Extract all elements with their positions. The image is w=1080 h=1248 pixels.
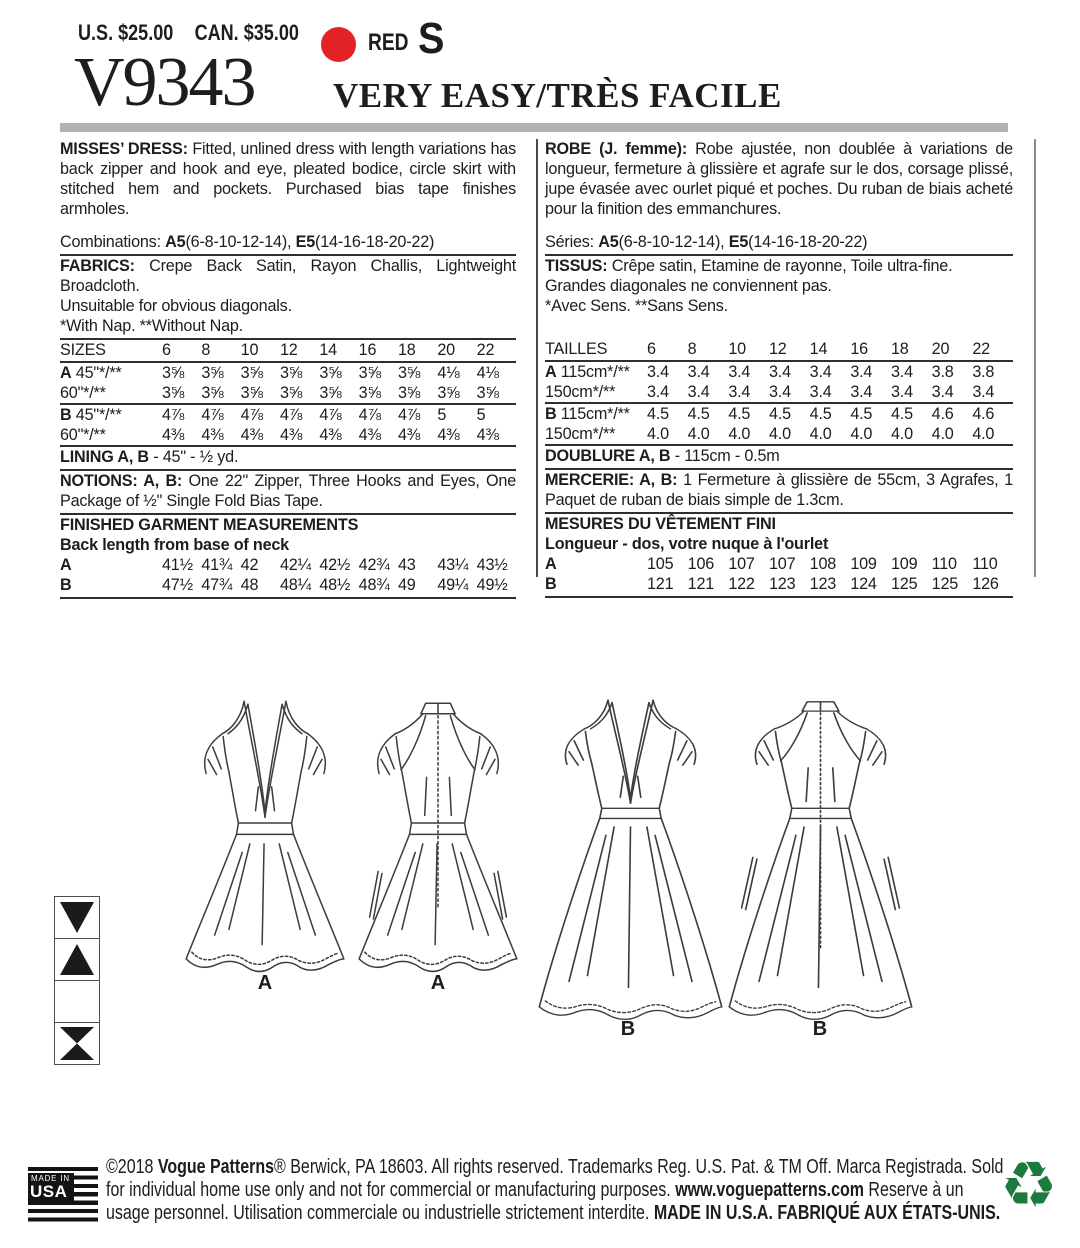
table-cell: 3⅝: [358, 364, 381, 382]
notions-label: NOTIONS: A, B:: [60, 472, 183, 490]
table-cell: 3⅝: [319, 364, 342, 382]
column-divider: [536, 139, 538, 577]
tailles-table-header: [545, 339, 1013, 362]
website-url: www.voguepatterns.com: [675, 1179, 864, 1201]
view-label-a-front: A: [257, 972, 273, 994]
table-cell: 6: [647, 340, 656, 358]
table-cell: 4⅞: [201, 406, 224, 424]
table-cell: 42¼: [279, 556, 311, 574]
pattern-number: V9343: [74, 44, 255, 121]
combinations-line: [60, 232, 516, 256]
line2-pre: for individual home use only and not for commercial or manufacturing purposes.: [106, 1179, 676, 1201]
lining-line: [60, 447, 516, 471]
table-row: B 115cm*/** 4.5 4.5 4.5 4.5 4.5 4.5 4.5 4.6 4.6: [545, 404, 1013, 424]
table-cell: 41¾: [201, 556, 233, 574]
blank-mark: [54, 980, 100, 1023]
table-cell: 4.0: [809, 425, 832, 443]
grandes-note: Grandes diagonales ne conviennent pas.: [545, 277, 832, 295]
sens-note: *Avec Sens. **Sans Sens.: [545, 297, 728, 315]
table-cell: 20: [931, 340, 950, 358]
doublure-line: [545, 446, 1013, 470]
table-cell: 4⅞: [162, 406, 185, 424]
table-cell: 3⅝: [358, 384, 381, 402]
table-cell: 3⅝: [240, 364, 263, 382]
table-cell: 3.4: [809, 363, 832, 381]
table-row: A 41½ 41¾ 42 42¼ 42½ 42¾ 43 43¼ 43½: [60, 555, 516, 575]
brand-name: Vogue Patterns: [157, 1156, 275, 1178]
table-cell: 10: [240, 341, 259, 359]
table-cell: 22: [972, 340, 990, 358]
table-row: B 47½ 47¾ 48 48¼ 48½ 48¾ 49 49¼ 49½: [60, 575, 516, 595]
table-cell: 4.0: [972, 425, 995, 443]
table-cell: 4⅜: [162, 426, 185, 444]
table-row: 150cm*/** 3.4 3.4 3.4 3.4 3.4 3.4 3.4 3.4 3.4: [545, 382, 1013, 404]
table-cell: 4.0: [769, 425, 791, 443]
table-cell: 107: [728, 555, 755, 573]
tagline: VERY EASY/TRÈS FACILE: [333, 76, 782, 115]
combinations-e5: E5: [295, 233, 316, 251]
title-underline-bar: [60, 123, 1008, 132]
sizes-table-body: [60, 363, 516, 447]
finished-garment-block: [60, 515, 516, 599]
table-cell: 3.4: [687, 383, 710, 401]
table-row: B 121 121 122 123 123 124 125 125 126: [545, 574, 1013, 594]
table-cell: 106: [687, 555, 715, 573]
table-cell: 3⅝: [201, 364, 224, 382]
table-cell: 3⅝: [162, 384, 185, 402]
mercerie-text: 1 Fermeture à glissière de 55cm, 3 Agrafes, 1 Paquet de ruban de biais simple de 1.3cm.: [545, 471, 1013, 509]
table-cell: 4.5: [809, 405, 832, 423]
line1-pre: ©2018: [106, 1156, 158, 1178]
mesures-subtitle: Longueur - dos, votre nuque à l'ourlet: [545, 535, 829, 553]
table-cell: 49¼: [437, 576, 469, 594]
table-row: 60"*/** 3⅝ 3⅝ 3⅝ 3⅝ 3⅝ 3⅝ 3⅝ 3⅝ 3⅝: [60, 383, 516, 405]
mercerie-label: MERCERIE: A, B:: [545, 471, 678, 489]
table-cell: 4.6: [931, 405, 954, 423]
table-cell: 121: [687, 575, 715, 593]
table-cell: 4⅛: [476, 364, 499, 382]
table-cell: 3.4: [728, 383, 751, 401]
table-cell: 4.0: [931, 425, 954, 443]
series-e5-sizes: (14-16-18-20-22): [748, 233, 868, 251]
tissus-text: Crêpe satin, Etamine de rayonne, Toile ultra-fine.: [607, 257, 953, 275]
table-cell: 48¼: [279, 576, 311, 594]
table-cell: 41½: [162, 556, 193, 574]
table-cell: 14: [319, 341, 337, 359]
tissus-line: [545, 256, 1013, 276]
table-cell: 47¾: [201, 576, 233, 594]
hourglass-icon: [54, 1022, 100, 1065]
price-us: U.S. $25.00: [78, 20, 174, 45]
combinations-a5-sizes: (6-8-10-12-14),: [185, 233, 296, 251]
table-cell: 43: [397, 556, 416, 574]
fabrics-en-label: FABRICS:: [60, 257, 135, 275]
english-column: [60, 139, 516, 599]
series-a5-sizes: (6-8-10-12-14),: [618, 233, 729, 251]
table-cell: 3.8: [931, 363, 954, 381]
size-code: S: [418, 14, 445, 63]
table-cell: 42: [240, 556, 259, 574]
table-cell: 4⅞: [279, 406, 303, 424]
table-cell: 16: [358, 341, 377, 359]
table-cell: 3.4: [891, 383, 913, 401]
description-en: [60, 139, 516, 219]
series-e5: E5: [728, 233, 749, 251]
table-cell: 3⅝: [476, 384, 499, 402]
table-cell: 20: [437, 341, 455, 359]
table-cell: 4⅛: [437, 364, 460, 382]
series-line: [545, 232, 1013, 256]
combinations-e5-sizes: (14-16-18-20-22): [315, 233, 435, 251]
table-cell: 48¾: [358, 576, 390, 594]
table-row: A 45"*/** 3⅝ 3⅝ 3⅝ 3⅝ 3⅝ 3⅝ 3⅝ 4⅛ 4⅛: [60, 363, 516, 383]
table-cell: 18: [397, 341, 416, 359]
table-cell: 4.0: [647, 425, 669, 443]
table-cell: 3.4: [809, 383, 832, 401]
color-dot-icon: [321, 27, 356, 62]
table-cell: 4⅜: [319, 426, 342, 444]
nap-note: *With Nap. **Without Nap.: [60, 316, 516, 340]
table-cell: 4⅜: [397, 426, 421, 444]
fabrics-en: [60, 256, 516, 296]
table-cell: 42½: [319, 556, 351, 574]
fgm-rows: [60, 555, 516, 595]
table-cell: 3.4: [850, 383, 873, 401]
table-cell: 123: [769, 575, 796, 593]
recycle-icon: ♻: [1000, 1149, 1058, 1223]
table-cell: 3⅝: [279, 384, 303, 402]
table-cell: 4.0: [850, 425, 873, 443]
table-cell: 125: [931, 575, 959, 593]
table-cell: 14: [809, 340, 828, 358]
price-line: [78, 20, 320, 46]
right-border-line: [1034, 139, 1036, 577]
table-cell: 109: [850, 555, 877, 573]
mesures-rows: [545, 554, 1013, 594]
description-en-label: MISSES’ DRESS:: [60, 140, 188, 158]
table-cell: 107: [769, 555, 796, 573]
dress-b-front: [539, 700, 721, 1019]
made-in-text: MADE IN: [31, 1174, 70, 1183]
table-cell: 122: [728, 575, 755, 593]
table-cell: 3⅝: [279, 364, 303, 382]
line3-pre: usage personnel. Utilisation commerciale ou industrielle strictement interdite.: [106, 1202, 654, 1224]
line2-post: Reserve à un: [863, 1179, 964, 1201]
table-cell: 3.4: [728, 363, 751, 381]
combinations-a5: A5: [165, 233, 186, 251]
unsuitable-note: Unsuitable for obvious diagonals.: [60, 297, 292, 315]
view-label-a-back: A: [430, 972, 446, 994]
table-cell: 22: [476, 341, 495, 359]
table-cell: 105: [647, 555, 674, 573]
table-cell: 8: [687, 340, 697, 358]
description-fr-text: Robe ajustée, non doublée à variations de longueur, fermeture à glissière et agrafe sur le dos, corsage plissé, jupe évasée avec ourlet piqué et poches. Du ruban de biais acheté pour la finition des emmanchures.: [545, 140, 1013, 218]
table-cell: 3.4: [850, 363, 873, 381]
line1-post: ® Berwick, PA 18603. All rights reserved. Trademarks Reg. U.S. Pat. & TM Off. Marca Registrada. Sold: [274, 1156, 1004, 1178]
table-cell: 3⅝: [201, 384, 224, 402]
table-cell: 110: [931, 555, 957, 573]
table-row: A 105 106 107 107 108 109 109 110 110: [545, 554, 1013, 574]
table-cell: 4.5: [769, 405, 791, 423]
fabrics-en-text: Crepe Back Satin, Rayon Challis, Lightweight Broadcloth.: [60, 257, 516, 295]
table-cell: 3⅝: [397, 384, 421, 402]
table-cell: 3.4: [687, 363, 710, 381]
table-row: B 45"*/** 4⅞ 4⅞ 4⅞ 4⅞ 4⅞ 4⅞ 4⅞ 5 5: [60, 405, 516, 425]
table-cell: 12: [769, 340, 787, 358]
mesures-block: [545, 514, 1013, 598]
mercerie-line: [545, 470, 1013, 514]
fgm-subtitle: Back length from base of neck: [60, 536, 289, 554]
description-fr-label: ROBE (J. femme):: [545, 140, 688, 158]
series-a5: A5: [598, 233, 619, 251]
table-cell: 4⅜: [279, 426, 303, 444]
table-cell: 49: [397, 576, 416, 594]
table-cell: 4⅜: [201, 426, 224, 444]
lining-text: - 45" - ½ yd.: [148, 448, 239, 466]
table-cell: 10: [728, 340, 746, 358]
printer-registration-marks: [54, 897, 100, 1065]
table-cell: 4.0: [891, 425, 913, 443]
copyright-line-3: [106, 1202, 1026, 1225]
table-cell: 4⅜: [437, 426, 460, 444]
copyright-line-1: [106, 1156, 1026, 1179]
table-cell: 3.4: [972, 383, 995, 401]
color-name: RED: [368, 29, 409, 56]
table-cell: 4.5: [728, 405, 751, 423]
table-cell: 3⅝: [319, 384, 342, 402]
table-cell: 3⅝: [397, 364, 421, 382]
table-cell: 16: [850, 340, 868, 358]
table-cell: 108: [809, 555, 837, 573]
table-cell: 4⅜: [358, 426, 381, 444]
table-cell: 4⅜: [476, 426, 499, 444]
table-cell: 3⅝: [437, 384, 460, 402]
table-row: A 115cm*/** 3.4 3.4 3.4 3.4 3.4 3.4 3.4 3.8 3.8: [545, 362, 1013, 382]
spacer: [545, 316, 1013, 339]
table-cell: 12: [279, 341, 298, 359]
description-en-text: Fitted, unlined dress with length variations has back zipper and hook and eye, pleated bodice, circle skirt with stitched hem and pockets. Purchased bias tape finishes armholes.: [60, 140, 516, 218]
triangle-up-icon: [54, 938, 100, 981]
dress-b-back: [729, 702, 911, 1020]
table-cell: 3.4: [931, 383, 954, 401]
table-cell: 18: [891, 340, 909, 358]
garment-illustrations: [120, 688, 970, 1048]
usa-text: USA: [30, 1182, 68, 1201]
table-cell: 47½: [162, 576, 193, 594]
table-cell: 4⅞: [358, 406, 381, 424]
table-cell: 126: [972, 575, 999, 593]
tissus-label: TISSUS:: [545, 257, 608, 275]
table-cell: 4.5: [891, 405, 913, 423]
table-cell: 3.4: [769, 383, 791, 401]
table-cell: 4.0: [687, 425, 710, 443]
fgm-title: FINISHED GARMENT MEASUREMENTS: [60, 516, 359, 534]
table-cell: 42¾: [358, 556, 390, 574]
table-cell: 5: [437, 406, 447, 424]
table-cell: 3.4: [647, 363, 669, 381]
table-cell: 125: [891, 575, 918, 593]
sizes-table-header: [60, 340, 516, 363]
table-cell: 8: [201, 341, 211, 359]
view-label-b-front: B: [620, 1018, 636, 1040]
table-cell: 4.5: [647, 405, 669, 423]
series-lead: Séries:: [545, 233, 599, 251]
table-cell: 3.4: [647, 383, 669, 401]
table-cell: 49½: [476, 576, 508, 594]
made-in-usa-statement: MADE IN U.S.A. FABRIQUÉ AUX ÉTATS-UNIS.: [653, 1202, 1001, 1224]
table-cell: 3.8: [972, 363, 995, 381]
triangle-down-icon: [54, 896, 100, 939]
copyright-text: [106, 1156, 1026, 1225]
table-row: TAILLES 6 8 10 12 14 16 18 20 22: [545, 339, 1013, 362]
view-label-b-back: B: [812, 1018, 828, 1040]
table-cell: 4.5: [850, 405, 873, 423]
table-cell: 48½: [319, 576, 351, 594]
price-can: CAN. $35.00: [194, 20, 299, 45]
french-column: [545, 139, 1013, 598]
table-cell: 109: [891, 555, 918, 573]
table-cell: 121: [647, 575, 674, 593]
table-cell: 3⅝: [240, 384, 263, 402]
table-row: 60"*/** 4⅜ 4⅜ 4⅜ 4⅜ 4⅜ 4⅜ 4⅜ 4⅜ 4⅜: [60, 425, 516, 447]
dress-a-front: [186, 701, 344, 971]
table-cell: 123: [809, 575, 837, 593]
table-cell: 3⅝: [162, 364, 185, 382]
table-cell: 110: [972, 555, 998, 573]
table-cell: 4⅜: [240, 426, 263, 444]
table-cell: 48: [240, 576, 259, 594]
table-cell: 43¼: [437, 556, 469, 574]
doublure-label: DOUBLURE A, B: [545, 447, 671, 465]
table-cell: 4.5: [687, 405, 710, 423]
combinations-lead: Combinations:: [60, 233, 166, 251]
table-cell: 5: [476, 406, 486, 424]
made-in-usa-box: [28, 1173, 74, 1201]
dress-a-back: [359, 703, 517, 971]
table-cell: 43½: [476, 556, 508, 574]
table-row: 150cm*/** 4.0 4.0 4.0 4.0 4.0 4.0 4.0 4.0 4.0: [545, 424, 1013, 446]
notions-line: [60, 471, 516, 515]
description-fr: [545, 139, 1013, 219]
notions-text: One 22" Zipper, Three Hooks and Eyes, One Package of ½" Single Fold Bias Tape.: [60, 472, 516, 510]
table-cell: 4.6: [972, 405, 995, 423]
table-cell: 3.4: [891, 363, 913, 381]
table-cell: 4⅞: [319, 406, 342, 424]
table-cell: 3.4: [769, 363, 791, 381]
mesures-title: MESURES DU VÊTEMENT FINI: [545, 515, 776, 533]
table-cell: 4⅞: [397, 406, 421, 424]
lining-label: LINING A, B: [60, 448, 149, 466]
made-in-usa-logo: [28, 1167, 98, 1224]
table-cell: 4⅞: [240, 406, 263, 424]
doublure-text: - 115cm - 0.5m: [670, 447, 780, 465]
table-cell: 124: [850, 575, 877, 593]
table-cell: 4.0: [728, 425, 751, 443]
copyright-line-2: [106, 1179, 1026, 1202]
table-cell: 6: [162, 341, 171, 359]
tailles-table-body: [545, 362, 1013, 446]
table-row: SIZES 6 8 10 12 14 16 18 20 22: [60, 340, 516, 363]
